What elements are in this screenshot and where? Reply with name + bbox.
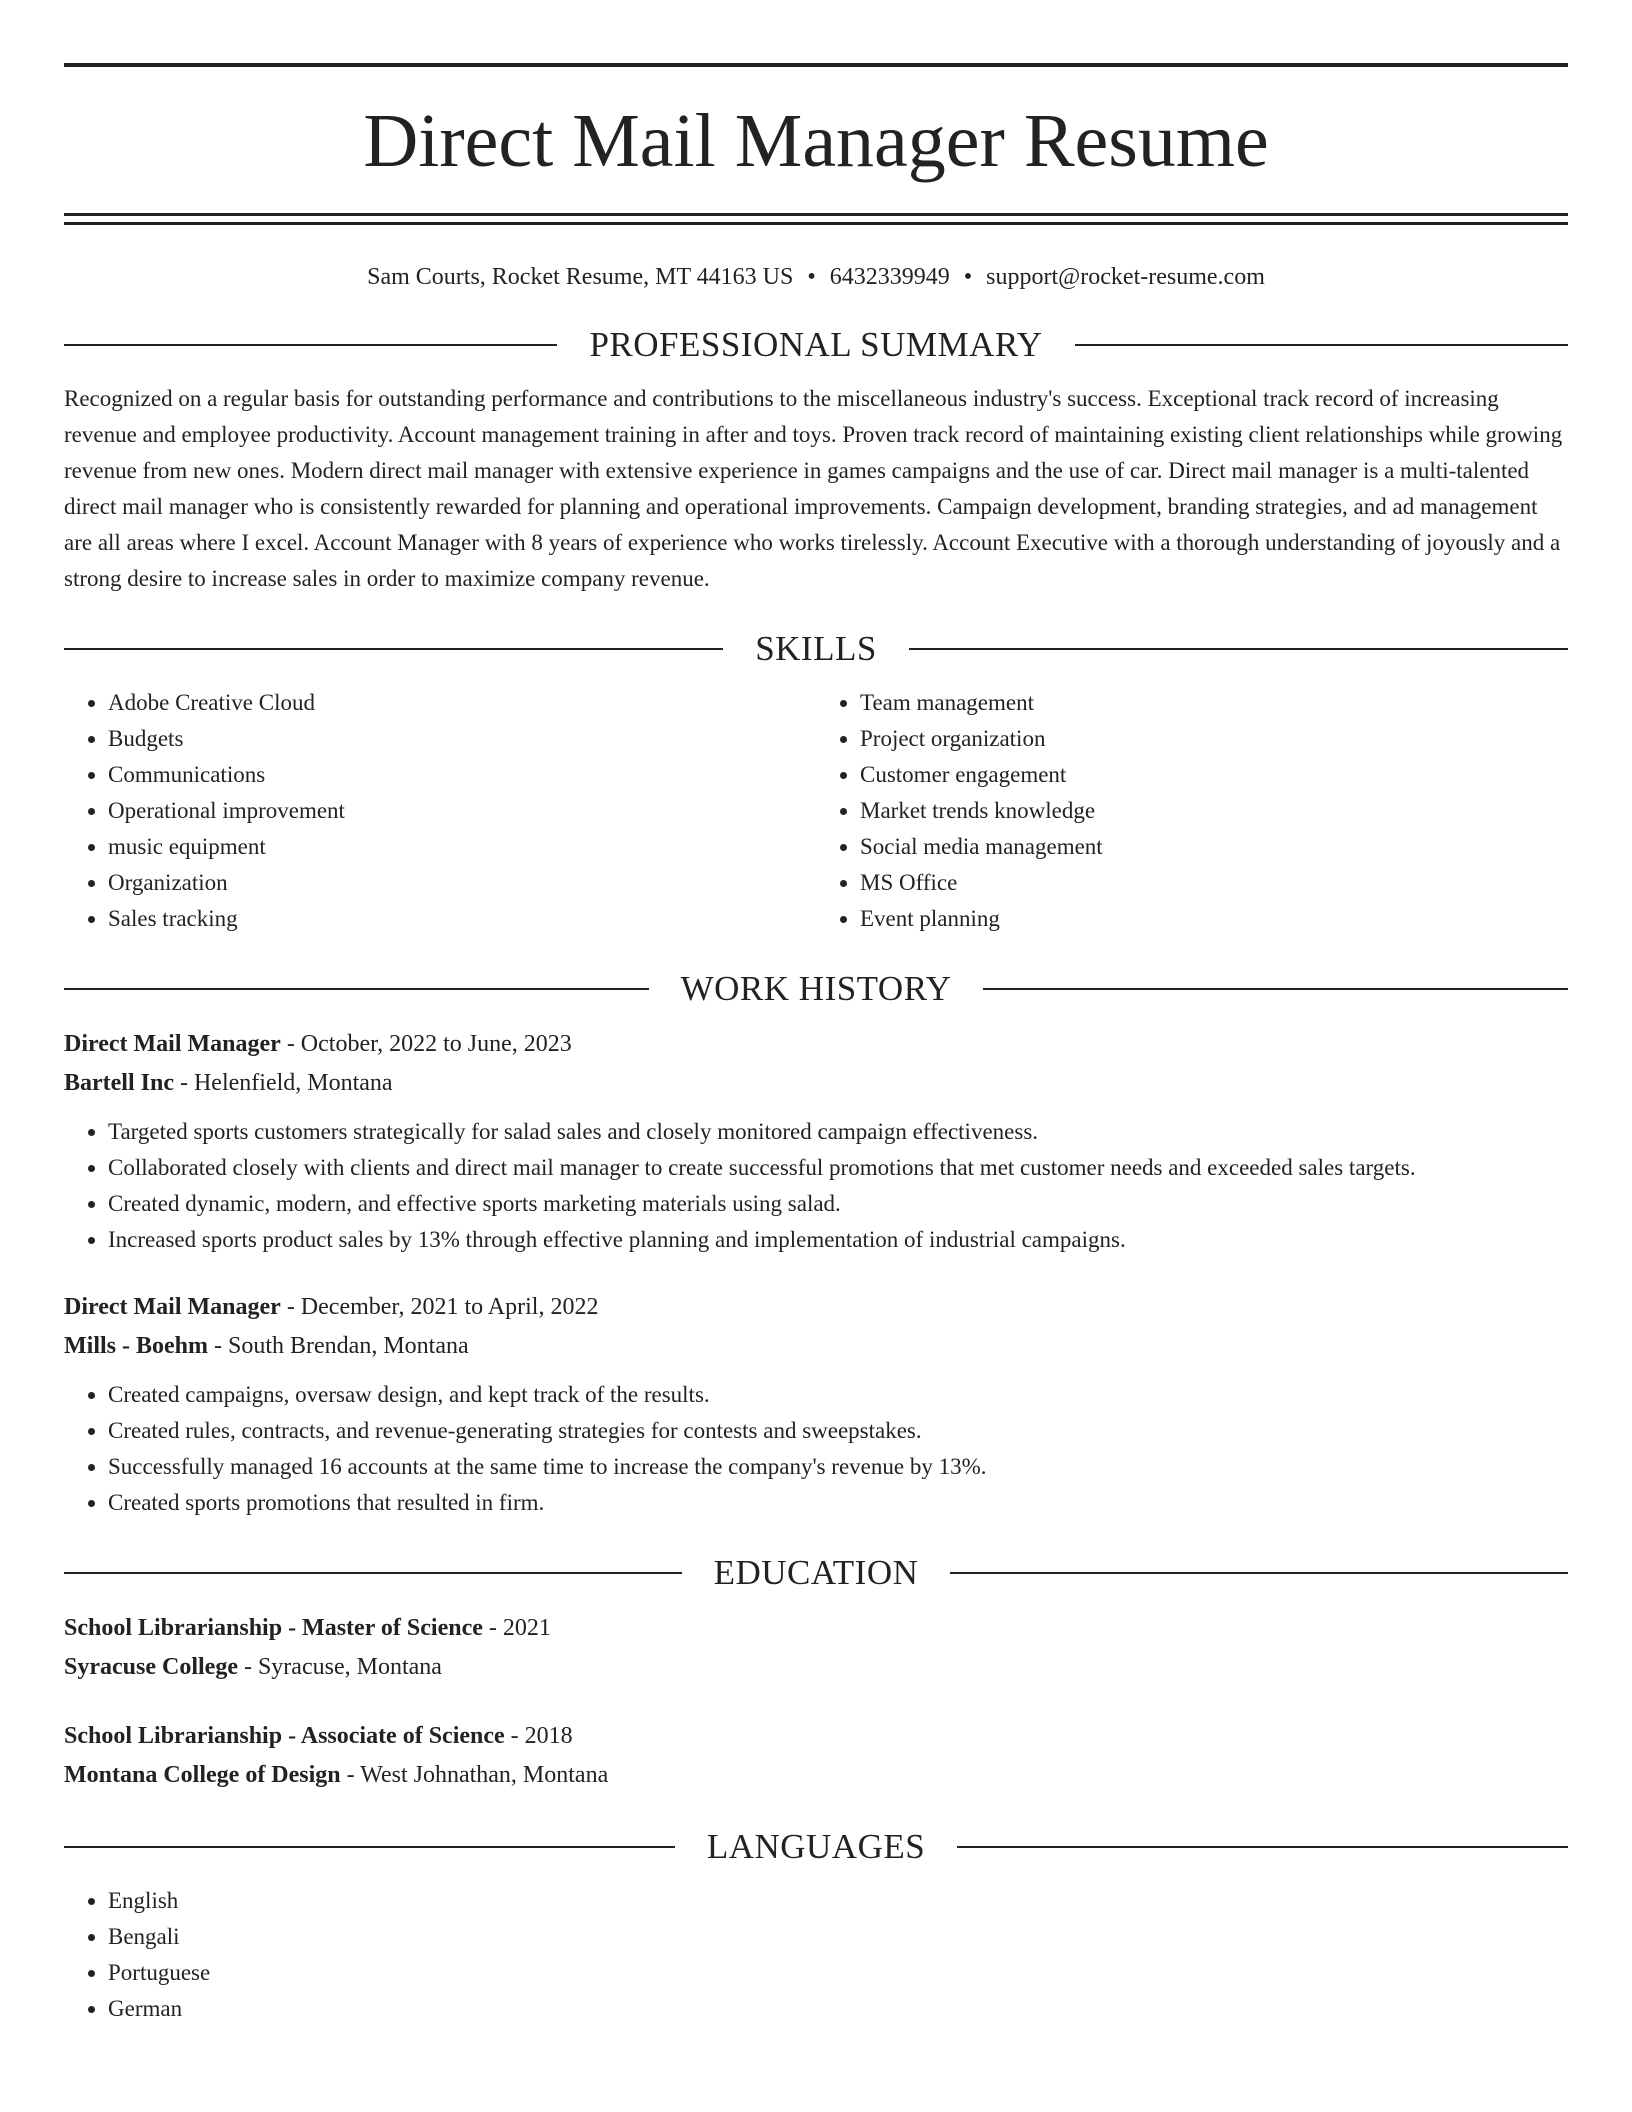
job-bullet: • Created sports promotions that resulted in firm.: [108, 1485, 1568, 1521]
heading-rule: [1075, 344, 1568, 346]
title-double-rule: [64, 213, 1568, 225]
job-dates: - October, 2022 to June, 2023: [280, 1031, 572, 1057]
education-entry: [64, 1717, 1568, 1795]
skill-item: • Organization: [108, 865, 816, 901]
job-dates: - December, 2021 to April, 2022: [280, 1294, 599, 1320]
job-bullet: • Targeted sports customers strategically for salad sales and closely monitored campaign effectiveness.: [108, 1114, 1568, 1150]
job-bullet: • Collaborated closely with clients and direct mail manager to create successful promotions that met customer needs and exceeded sales targets.: [108, 1150, 1568, 1186]
top-rule: [64, 63, 1568, 67]
skills-columns: [64, 685, 1568, 937]
job-bullet: • Created rules, contracts, and revenue-generating strategies for contests and sweepstakes.: [108, 1413, 1568, 1449]
school-location: - Syracuse, Montana: [237, 1654, 442, 1680]
school: Montana College of Design: [64, 1762, 341, 1788]
resume-title: Direct Mail Manager Resume: [363, 99, 1269, 183]
skill-item: • Budgets: [108, 721, 816, 757]
job-company: Mills - Boehm: [64, 1333, 208, 1359]
language-item: • German: [108, 1991, 1568, 2027]
job-entry: [64, 1025, 1568, 1258]
heading-rule: [983, 988, 1568, 990]
summary-text: Recognized on a regular basis for outstanding performance and contributions to the miscellaneous industry's success. Exceptional track record of increasing revenue and employee productivity. Account management training in after and toys. Proven track record of maintaining existing client relationships while growing revenue from new ones. Modern direct mail manager with extensive experience in games campaigns and the use of car. Direct mail manager is a multi-talented direct mail manager who is consistently rewarded for planning and operational improvements. Campaign development, branding strategies, and ad management are all areas where I excel. Account Manager with 8 years of experience who works tirelessly. Account Executive with a thorough understanding of joyously and a strong desire to increase sales in order to maximize company revenue.: [64, 386, 1563, 591]
job-entry: [64, 1288, 1568, 1521]
section-heading-work: [64, 967, 1568, 1011]
job-bullet: • Created dynamic, modern, and effective sports marketing materials using salad.: [108, 1186, 1568, 1222]
heading-rule: [909, 648, 1568, 650]
skills-list-right: [816, 685, 1568, 937]
contact-separator: •: [807, 264, 816, 290]
job-bullet: • Created campaigns, oversaw design, and kept track of the results.: [108, 1377, 1568, 1413]
degree: School Librarianship - Associate of Science: [64, 1723, 505, 1749]
skills-heading: SKILLS: [755, 629, 877, 668]
job-title-line: [64, 1288, 1568, 1327]
school-line: [64, 1756, 1568, 1795]
heading-rule: [957, 1846, 1568, 1848]
degree-line: [64, 1609, 1568, 1648]
skill-item: • Market trends knowledge: [860, 793, 1568, 829]
job-location: - Helenfield, Montana: [173, 1070, 393, 1096]
heading-rule: [64, 648, 723, 650]
skill-item: • Customer engagement: [860, 757, 1568, 793]
contact-separator: •: [963, 264, 973, 290]
language-item: • Portuguese: [108, 1955, 1568, 1991]
job-bullet: • Increased sports product sales by 13% through effective planning and implementation of industrial campaigns.: [108, 1222, 1568, 1258]
job-location: - South Brendan, Montana: [208, 1333, 469, 1359]
skill-item: • Social media management: [860, 829, 1568, 865]
skill-item: • music equipment: [108, 829, 816, 865]
language-item: • Bengali: [108, 1919, 1568, 1955]
education-entry: [64, 1609, 1568, 1687]
job-title-line: [64, 1025, 1568, 1064]
job-bullet: • Successfully managed 16 accounts at the same time to increase the company's revenue by 13%.: [108, 1449, 1568, 1485]
job-company-line: [64, 1064, 1568, 1103]
contact-phone: 6432339949: [829, 264, 950, 290]
languages-list: [64, 1883, 1568, 2027]
heading-rule: [64, 988, 649, 990]
job-company: Bartell Inc: [64, 1070, 174, 1096]
skill-item: • MS Office: [860, 865, 1568, 901]
school: Syracuse College: [64, 1654, 238, 1680]
languages-heading: LANGUAGES: [706, 1827, 926, 1866]
resume-page: [64, 0, 1568, 2027]
section-heading-skills: [64, 627, 1568, 671]
school-line: [64, 1648, 1568, 1687]
job-bullets: [64, 1114, 1568, 1258]
skill-item: • Operational improvement: [108, 793, 816, 829]
skill-item: • Sales tracking: [108, 901, 816, 937]
degree-year: - 2018: [504, 1723, 573, 1749]
heading-rule: [64, 1846, 675, 1848]
contact-email: support@rocket-resume.com: [986, 264, 1265, 290]
summary-heading: PROFESSIONAL SUMMARY: [589, 325, 1043, 364]
heading-rule: [950, 1572, 1568, 1574]
degree-line: [64, 1717, 1568, 1756]
degree: School Librarianship - Master of Science: [64, 1615, 483, 1641]
job-bullets: [64, 1377, 1568, 1521]
work-heading: WORK HISTORY: [680, 969, 952, 1008]
job-title: Direct Mail Manager: [64, 1031, 281, 1057]
section-heading-summary: [64, 323, 1568, 367]
skill-item: • Event planning: [860, 901, 1568, 937]
contact-address: Sam Courts, Rocket Resume, MT 44163 US: [367, 264, 794, 290]
school-location: - West Johnathan, Montana: [340, 1762, 609, 1788]
section-heading-languages: [64, 1825, 1568, 1869]
skill-item: • Communications: [108, 757, 816, 793]
skills-list-left: [64, 685, 816, 937]
heading-rule: [64, 344, 557, 346]
skill-item: • Team management: [860, 685, 1568, 721]
degree-year: - 2021: [482, 1615, 551, 1641]
education-heading: EDUCATION: [713, 1553, 919, 1592]
job-company-line: [64, 1327, 1568, 1366]
section-heading-education: [64, 1551, 1568, 1595]
language-item: • English: [108, 1883, 1568, 1919]
job-title: Direct Mail Manager: [64, 1294, 281, 1320]
skill-item: • Project organization: [860, 721, 1568, 757]
contact-line: [64, 261, 1568, 293]
skill-item: • Adobe Creative Cloud: [108, 685, 816, 721]
heading-rule: [64, 1572, 682, 1574]
